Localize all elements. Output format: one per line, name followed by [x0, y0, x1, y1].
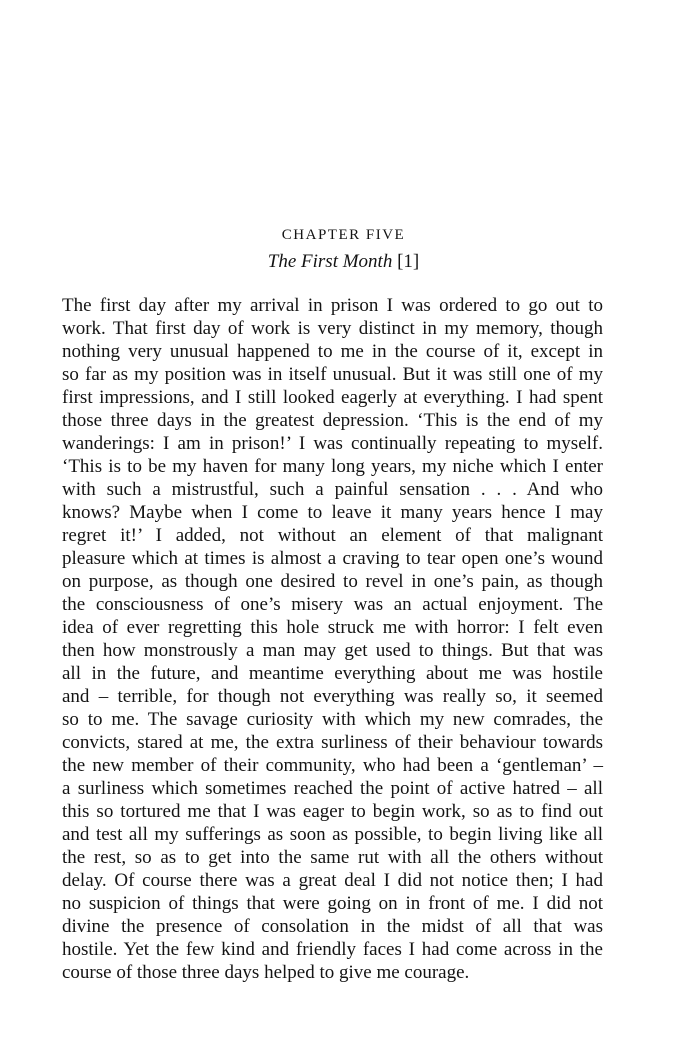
body-text-line: those three days in the greatest depression. ‘This is the end of my — [62, 410, 603, 431]
body-text-line: on purpose, as though one desired to revel in one’s pain, as though — [62, 571, 603, 592]
body-text-line: no suspicion of things that were going on in front of me. I did not — [62, 893, 603, 914]
body-text-line: this so tortured me that I was eager to begin work, so as to find out — [62, 801, 603, 822]
body-text-line: the rest, so as to get into the same rut with all the others without — [62, 847, 603, 868]
body-text-line: idea of ever regretting this hole struck me with horror: I felt even — [62, 617, 603, 638]
body-text-line: divine the presence of consolation in the midst of all that was — [62, 916, 603, 937]
body-text-line: delay. Of course there was a great deal I did not notice then; I had — [62, 870, 603, 891]
chapter-heading: CHAPTER FIVE — [281, 227, 406, 243]
chapter-title-text: The First Month — [267, 251, 393, 272]
chapter-title — [0, 250, 687, 274]
body-text-line: nothing very unusual happened to me in the course of it, except in — [62, 341, 603, 362]
body-text-line: and test all my sufferings as soon as possible, to begin living like all — [62, 824, 603, 845]
body-text-line: course of those three days helped to give me courage. — [62, 962, 470, 983]
body-text-line: a surliness which sometimes reached the point of active hatred – all — [62, 778, 603, 799]
chapter-body-paragraph — [62, 294, 603, 984]
body-text-line: pleasure which at times is almost a craving to tear open one’s wound — [62, 548, 603, 569]
body-text-line: the consciousness of one’s misery was an actual enjoyment. The — [62, 594, 603, 615]
body-text-line: The first day after my arrival in prison I was ordered to go out to — [62, 295, 603, 316]
body-text-line: convicts, stared at me, the extra surliness of their behaviour towards — [62, 732, 603, 753]
body-text-line: wanderings: I am in prison!’ I was continually repeating to myself. — [62, 433, 603, 454]
chapter-part-number: [1] — [397, 251, 420, 272]
body-text-line: first impressions, and I still looked eagerly at everything. I had spent — [62, 387, 603, 408]
body-text-line: so far as my position was in itself unusual. But it was still one of my — [62, 364, 603, 385]
body-text-line: and – terrible, for though not everything was really so, it seemed — [62, 686, 603, 707]
body-text-line: then how monstrously a man may get used to things. But that was — [62, 640, 603, 661]
body-text-line: work. That first day of work is very distinct in my memory, though — [62, 318, 603, 339]
body-text-line: knows? Maybe when I come to leave it many years hence I may — [62, 502, 603, 523]
body-text-line: all in the future, and meantime everything about me was hostile — [62, 663, 603, 684]
body-text-line: the new member of their community, who had been a ‘gentleman’ – — [62, 755, 603, 776]
body-text-line: regret it!’ I added, not without an element of that malignant — [62, 525, 603, 546]
body-text-line: ‘This is to be my haven for many long years, my niche which I enter — [62, 456, 603, 477]
body-text-line: with such a mistrustful, such a painful sensation . . . And who — [62, 479, 603, 500]
body-text-line: so to me. The savage curiosity with which my new comrades, the — [62, 709, 603, 730]
body-text-line: hostile. Yet the few kind and friendly faces I had come across in the — [62, 939, 603, 960]
